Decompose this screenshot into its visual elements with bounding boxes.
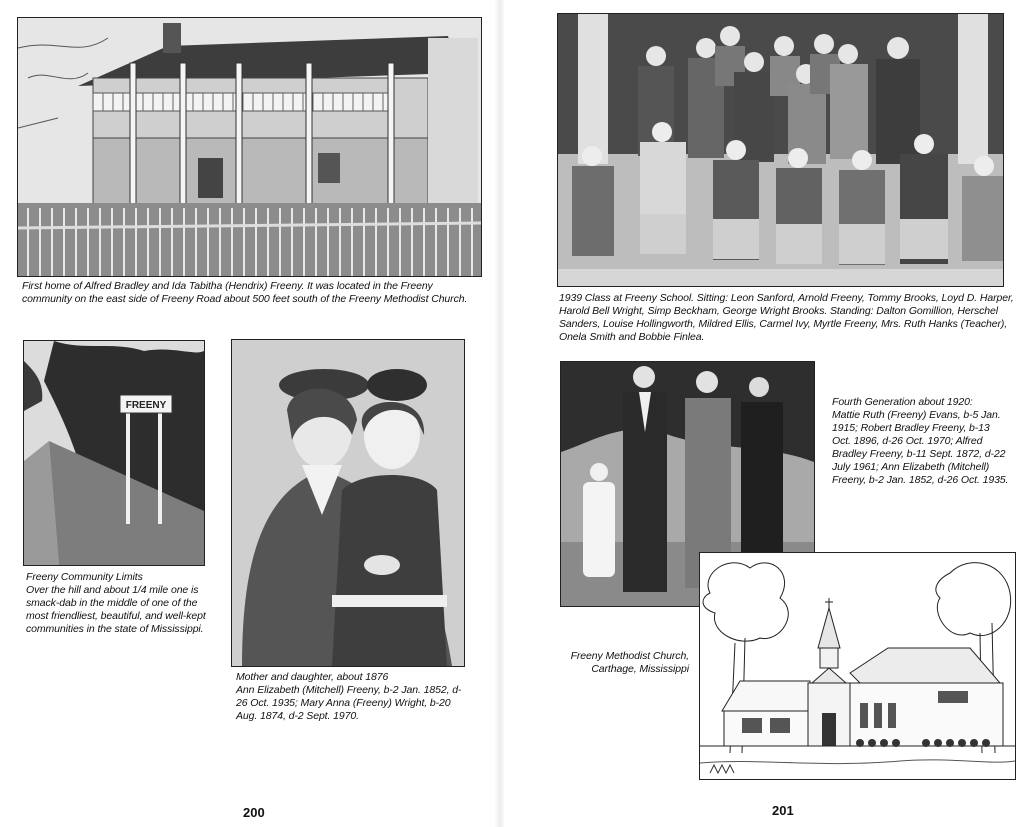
fourth-generation-caption	[832, 396, 1010, 487]
fourth-generation-caption-title: Fourth Generation about 1920:	[832, 396, 973, 408]
mother-daughter-caption	[236, 671, 466, 723]
church-caption-line1: Freeny Methodist Church,	[570, 650, 689, 662]
left-page	[0, 0, 496, 827]
church-drawing	[699, 552, 1016, 780]
house-photo-caption: First home of Alfred Bradley and Ida Tabitha (Hendrix) Freeny. It was located in the Freeny community on the east side of Freeny Road about 500 feet south of the Freeny Methodist Church.	[22, 280, 468, 305]
sign-caption-body: Over the hill and about 1/4 mile one is smack-dab in the middle of one of the most friendliest, beautiful, and well-kept communities in the state of Mississippi.	[26, 584, 206, 635]
church-caption	[559, 650, 689, 676]
right-page	[504, 0, 1024, 827]
house-photo	[17, 17, 482, 277]
sign-photo-caption	[26, 571, 206, 636]
page-number-left: 200	[243, 805, 265, 820]
mother-caption-body: Ann Elizabeth (Mitchell) Freeny, b-2 Jan. 1852, d-26 Oct. 1935; Mary Anna (Freeny) Wright, b-20 Aug. 1874, d-2 Sept. 1970.	[236, 684, 462, 722]
freeny-sign-text: FREENY	[125, 400, 167, 411]
mother-caption-title: Mother and daughter, about 1876	[236, 671, 389, 683]
mother-daughter-photo	[231, 339, 465, 667]
fourth-generation-caption-body: Mattie Ruth (Freeny) Evans, b-5 Jan. 1915; Robert Bradley Freeny, b-13 Oct. 1896, d-26 Oct. 1970; Alfred Bradley Freeny, b-11 Sept. 1872, d-22 July 1961; Ann Elizabeth (Mitchell) Freeny, b-2 Jan. 1852, d-26 Oct. 1935.	[832, 409, 1009, 486]
church-caption-line2: Carthage, Mississippi	[591, 663, 689, 675]
sign-caption-title: Freeny Community Limits	[26, 571, 143, 583]
community-sign-photo	[23, 340, 205, 566]
class-photo	[557, 13, 1004, 287]
class-photo-caption: 1939 Class at Freeny School. Sitting: Leon Sanford, Arnold Freeny, Tommy Brooks, Loyd D. Harper, Harold Bell Wright, Simp Beckham, George Wright Brooks. Standing: Dalton Gomillion, Herschel Sanders, Louise Hollingworth, Mildred Ellis, Carmel Ivy, Myrtle Freeny, Mrs. Ruth Hanks (Teacher), Onela Smith and Bobbie Finlea.	[559, 292, 1014, 343]
page-number-right: 201	[772, 803, 794, 818]
